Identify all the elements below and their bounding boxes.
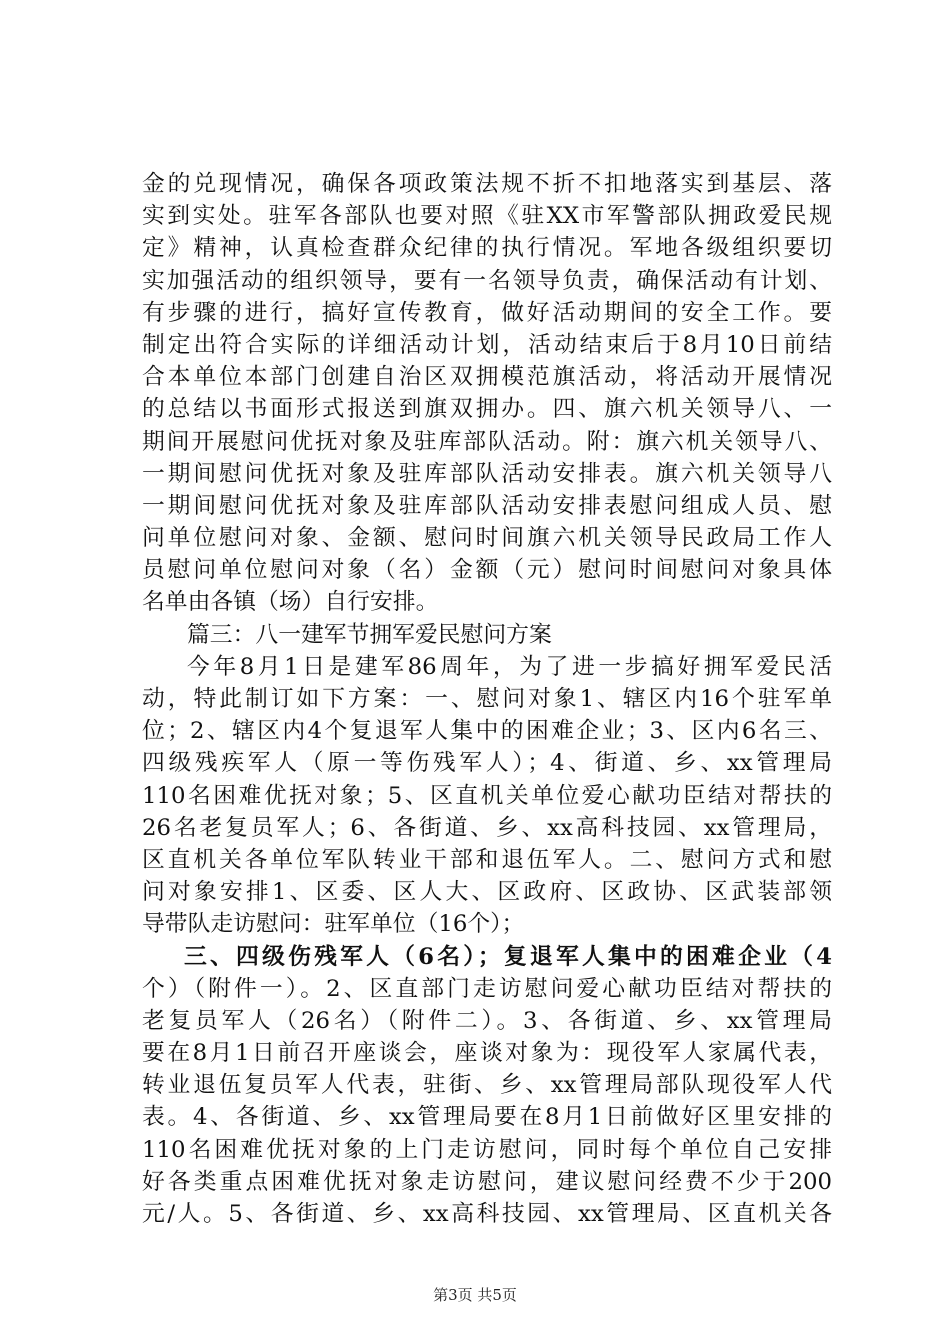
paragraph-line: 元/人。5、各街道、乡、xx高科技园、xx管理局、区直机关各 — [142, 1201, 832, 1227]
section-heading: 篇三：八一建军节拥军爱民慰问方案 — [187, 621, 552, 648]
paragraph-line: 导带队走访慰问：驻军单位（16个）； — [142, 911, 525, 938]
paragraph-line: 区直机关各单位军队转业干部和退伍军人。二、慰问方式和慰 — [142, 846, 832, 873]
paragraph-line: 定》精神，认真检查群众纪律的执行情况。军地各级组织要切 — [142, 235, 832, 262]
paragraph-line: 好各类重点困难优抚对象走访慰问，建议慰问经费不少于200 — [142, 1168, 832, 1195]
paragraph-line: 实到实处。驻军各部队也要对照《驻XX市军警部队拥政爱民规 — [142, 203, 832, 230]
paragraph-line: 四级残疾军人（原一等伤残军人）；4、街道、乡、xx管理局 — [142, 750, 832, 777]
paragraph-line: 有步骤的进行，搞好宣传教育，做好活动期间的安全工作。要 — [142, 299, 832, 326]
document-body — [142, 168, 832, 1230]
paragraph-line: 问单位慰问对象、金额、慰问时间旗六机关领导民政局工作人 — [142, 525, 832, 552]
bold-paragraph-line: 三、四级伤残军人（6名）；复退军人集中的困难企业（4 — [184, 943, 832, 970]
paragraph-line: 动，特此制订如下方案：一、慰问对象1、辖区内16个驻军单 — [142, 686, 832, 712]
paragraph-line: 名单由各镇（场）自行安排。 — [142, 589, 439, 616]
paragraph-line: 金的兑现情况，确保各项政策法规不折不扣地落实到基层、落 — [142, 171, 832, 197]
paragraph-line: 制定出符合实际的详细活动计划，活动结束后于8月10日前结 — [142, 331, 832, 358]
paragraph-line: 转业退伍复员军人代表，驻街、乡、xx管理局部队现役军人代 — [142, 1072, 832, 1099]
paragraph-line: 老复员军人（26名）（附件二）。3、各街道、乡、xx管理局 — [142, 1007, 832, 1034]
paragraph-line: 要在8月1日前召开座谈会，座谈对象为：现役军人家属代表， — [142, 1040, 832, 1067]
paragraph-line: 26名老复员军人；6、各街道、乡、xx高科技园、xx管理局， — [142, 814, 832, 841]
paragraph-line: 表。4、各街道、乡、xx管理局要在8月1日前做好区里安排的 — [142, 1104, 832, 1131]
paragraph-line: 110名困难优抚对象的上门走访慰问，同时每个单位自己安排 — [142, 1136, 832, 1163]
paragraph-line: 的总结以书面形式报送到旗双拥办。四、旗六机关领导八、一 — [142, 396, 832, 423]
page-footer: 第3页 共5页 — [433, 1286, 517, 1304]
paragraph-line: 合本单位本部门创建自治区双拥模范旗活动，将活动开展情况 — [142, 364, 832, 391]
paragraph-line: 期间开展慰问优抚对象及驻库部队活动。附：旗六机关领导八、 — [142, 428, 832, 455]
paragraph-line: 员慰问单位慰问对象（名）金额（元）慰问时间慰问对象具体 — [142, 557, 832, 584]
paragraph-line: 一期间慰问优抚对象及驻库部队活动安排表。旗六机关领导八 — [142, 460, 832, 487]
paragraph-line: 实加强活动的组织领导，要有一名领导负责，确保活动有计划、 — [142, 267, 832, 294]
paragraph-line: 个）（附件一）。2、区直部门走访慰问爱心献功臣结对帮扶的 — [142, 975, 832, 1002]
paragraph-line: 一期间慰问优抚对象及驻库部队活动安排表慰问组成人员、慰 — [142, 492, 832, 519]
paragraph-line: 问对象安排1、区委、区人大、区政府、区政协、区武装部领 — [142, 879, 832, 906]
paragraph-line: 110名困难优抚对象；5、区直机关单位爱心献功臣结对帮扶的 — [142, 782, 832, 809]
paragraph-line: 位；2、辖区内4个复退军人集中的困难企业；3、区内6名三、 — [142, 718, 832, 745]
paragraph-line: 今年8月1日是建军86周年，为了进一步搞好拥军爱民活 — [187, 653, 832, 680]
